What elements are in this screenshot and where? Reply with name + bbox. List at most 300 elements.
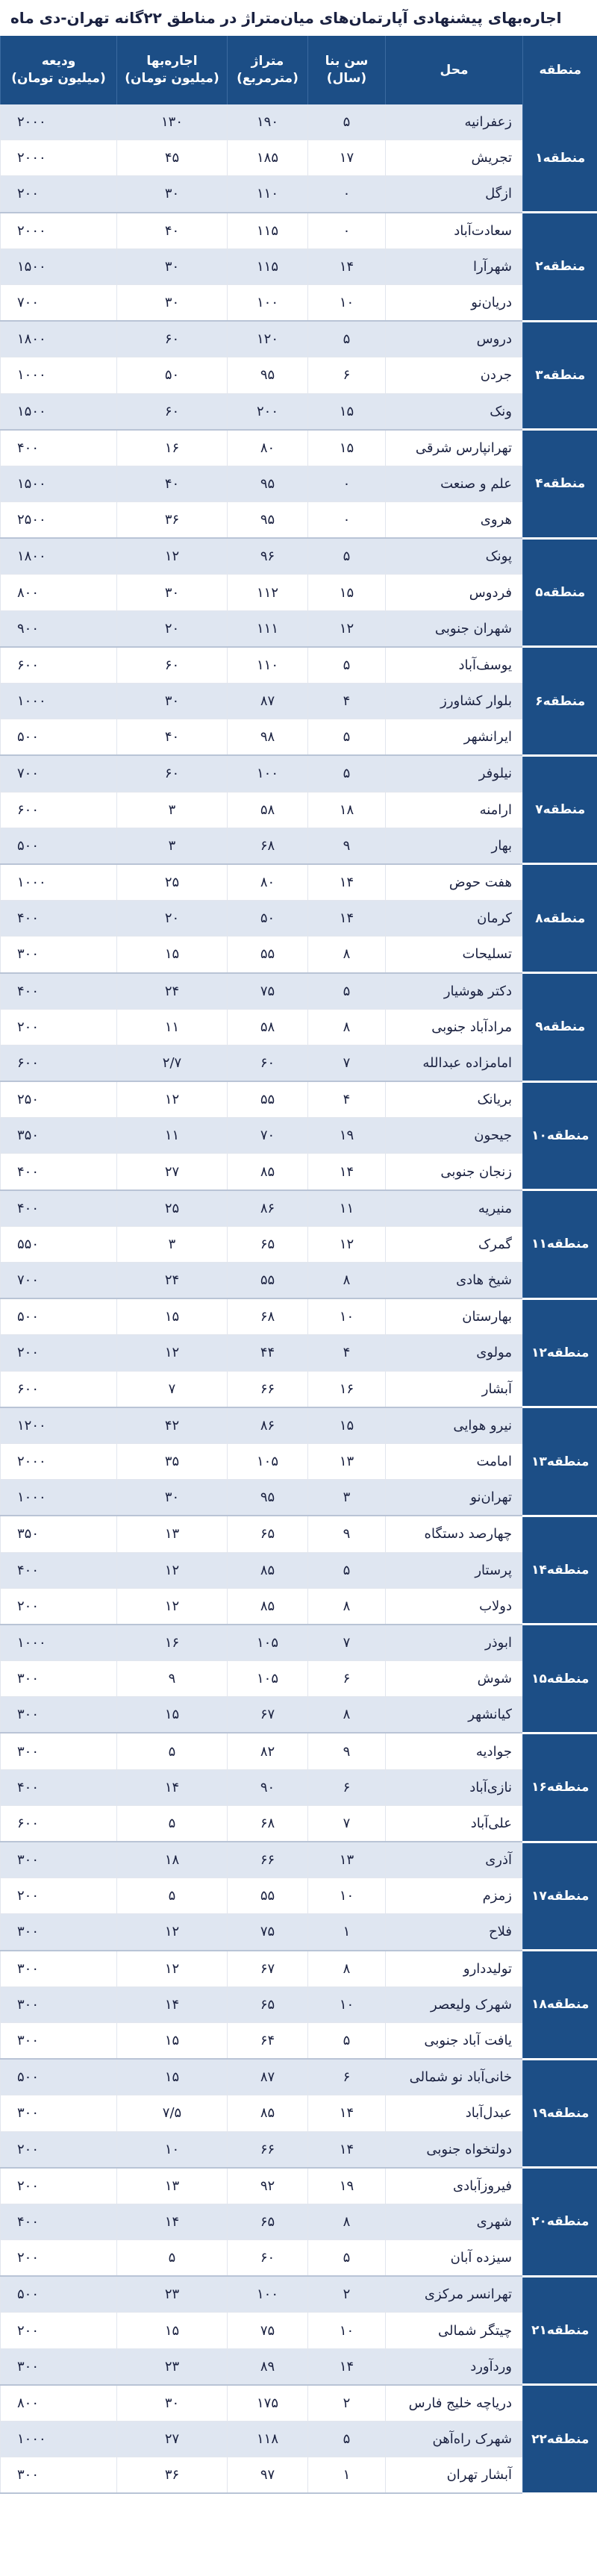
meter-cell: ۶۸ (228, 1805, 308, 1842)
region-label: منطقه۱۳ (523, 1407, 597, 1516)
area-cell: کرمان (386, 901, 523, 937)
region-label: منطقه۱۴ (523, 1516, 597, 1625)
age-cell: ۱ (308, 1914, 386, 1951)
table-row (1, 610, 597, 647)
age-cell: ۱۴ (308, 864, 386, 901)
age-cell: ۷ (308, 1045, 386, 1081)
table-row (1, 1733, 597, 1769)
rent-cell: ۲/۷ (117, 1045, 228, 1081)
rent-cell: ۳۶ (117, 502, 228, 539)
table-row (1, 684, 597, 719)
rent-cell: ۹ (117, 1661, 228, 1697)
deposit-cell: ۲۵۰ (1, 1081, 117, 1118)
table-row (1, 2059, 597, 2095)
table-row (1, 575, 597, 610)
table-row (1, 864, 597, 901)
area-cell: شوش (386, 1661, 523, 1697)
table-row (1, 647, 597, 684)
deposit-cell: ۴۰۰ (1, 1552, 117, 1588)
table-row (1, 248, 597, 284)
rent-cell: ۳۰ (117, 684, 228, 719)
age-cell: ۱۴ (308, 2348, 386, 2385)
age-cell: ۵ (308, 104, 386, 140)
rent-cell: ۱۵ (117, 2059, 228, 2095)
rent-cell: ۲۵ (117, 864, 228, 901)
deposit-cell: ۵۰۰ (1, 1298, 117, 1335)
area-cell: چهارصد دستگاه (386, 1516, 523, 1552)
page-title: اجاره‌بهای پیشنهادی آپارتمان‌های میان‌متراژ در مناطق ۲۲گانه تهران-دی ماه (10, 9, 562, 27)
rent-cell: ۱۲ (117, 1081, 228, 1118)
area-cell: هفت حوض (386, 864, 523, 901)
meter-cell: ۹۵ (228, 502, 308, 539)
deposit-cell: ۳۰۰ (1, 2457, 117, 2494)
rent-cell: ۱۵ (117, 1298, 228, 1335)
rent-cell: ۳۰ (117, 2385, 228, 2422)
deposit-cell: ۳۰۰ (1, 1733, 117, 1769)
table-row (1, 2276, 597, 2313)
rent-cell: ۲۷ (117, 2422, 228, 2457)
meter-cell: ۶۰ (228, 2240, 308, 2277)
region-label: منطقه۱۷ (523, 1842, 597, 1951)
table-row (1, 901, 597, 937)
rent-cell: ۵ (117, 1878, 228, 1914)
meter-cell: ۱۸۵ (228, 140, 308, 176)
rent-cell: ۵ (117, 1733, 228, 1769)
rent-cell: ۶۰ (117, 321, 228, 357)
table-row (1, 1081, 597, 1118)
header-region: منطقه (523, 36, 597, 104)
meter-cell: ۵۰ (228, 901, 308, 937)
age-cell: ۰ (308, 213, 386, 249)
age-cell: ۵ (308, 2022, 386, 2059)
area-cell: یوسف‌آباد (386, 647, 523, 684)
table-row (1, 2422, 597, 2457)
age-cell: ۴ (308, 1335, 386, 1371)
table-row (1, 1914, 597, 1951)
rent-cell: ۴۲ (117, 1407, 228, 1444)
deposit-cell: ۳۰۰ (1, 2022, 117, 2059)
header-meter: متراژ (مترمربع) (228, 36, 308, 104)
meter-cell: ۱۰۵ (228, 1661, 308, 1697)
rent-cell: ۲۰ (117, 901, 228, 937)
rent-cell: ۳ (117, 1226, 228, 1262)
deposit-cell: ۶۰۰ (1, 1371, 117, 1407)
table-row (1, 1552, 597, 1588)
age-cell: ۹ (308, 1733, 386, 1769)
deposit-cell: ۲۰۰۰ (1, 104, 117, 140)
deposit-cell: ۷۰۰ (1, 284, 117, 321)
meter-cell: ۶۷ (228, 1697, 308, 1734)
area-cell: دولاب (386, 1588, 523, 1625)
table-row (1, 2313, 597, 2348)
table-row (1, 213, 597, 249)
age-cell: ۶ (308, 1769, 386, 1805)
age-cell: ۴ (308, 1081, 386, 1118)
rent-cell: ۴۰ (117, 466, 228, 501)
region-label: منطقه۲ (523, 213, 597, 322)
deposit-cell: ۷۰۰ (1, 1263, 117, 1299)
deposit-cell: ۲۰۰۰ (1, 140, 117, 176)
age-cell: ۱۲ (308, 1226, 386, 1262)
meter-cell: ۶۵ (228, 2204, 308, 2239)
rent-cell: ۳۵ (117, 1443, 228, 1479)
header-age: سن بنا (سال) (308, 36, 386, 104)
meter-cell: ۱۹۰ (228, 104, 308, 140)
meter-cell: ۸۹ (228, 2348, 308, 2385)
deposit-cell: ۲۰۰ (1, 1009, 117, 1045)
age-cell: ۱۵ (308, 430, 386, 466)
deposit-cell: ۴۰۰ (1, 1769, 117, 1805)
deposit-cell: ۴۰۰ (1, 1154, 117, 1190)
rent-cell: ۱۳ (117, 2168, 228, 2204)
meter-cell: ۵۵ (228, 1263, 308, 1299)
table-row (1, 1986, 597, 2022)
deposit-cell: ۱۵۰۰ (1, 393, 117, 430)
age-cell: ۸ (308, 1263, 386, 1299)
table-row (1, 1805, 597, 1842)
rent-cell: ۱۲ (117, 538, 228, 575)
table-row (1, 1407, 597, 1444)
table-row (1, 1661, 597, 1697)
meter-cell: ۸۰ (228, 430, 308, 466)
region-label: منطقه۲۰ (523, 2168, 597, 2277)
age-cell: ۱۴ (308, 1154, 386, 1190)
area-cell: ونک (386, 393, 523, 430)
meter-cell: ۸۷ (228, 684, 308, 719)
meter-cell: ۶۷ (228, 1951, 308, 1987)
deposit-cell: ۶۰۰ (1, 647, 117, 684)
area-cell: دکتر هوشیار (386, 973, 523, 1010)
area-cell: گمرک (386, 1226, 523, 1262)
rent-cell: ۴۰ (117, 213, 228, 249)
meter-cell: ۵۸ (228, 1009, 308, 1045)
area-cell: جیحون (386, 1118, 523, 1154)
deposit-cell: ۱۸۰۰ (1, 538, 117, 575)
rent-cell: ۴۰ (117, 719, 228, 756)
table-row (1, 321, 597, 357)
meter-cell: ۱۷۵ (228, 2385, 308, 2422)
area-cell: وردآورد (386, 2348, 523, 2385)
region-label: منطقه۲۲ (523, 2385, 597, 2494)
meter-cell: ۶۶ (228, 1842, 308, 1878)
area-cell: خانی‌آباد نو شمالی (386, 2059, 523, 2095)
table-row (1, 393, 597, 430)
deposit-cell: ۳۰۰ (1, 1951, 117, 1987)
table-row (1, 1769, 597, 1805)
table-row (1, 792, 597, 828)
deposit-cell: ۱۵۰۰ (1, 248, 117, 284)
meter-cell: ۵۸ (228, 792, 308, 828)
area-cell: پرستار (386, 1552, 523, 1588)
meter-cell: ۵۵ (228, 937, 308, 973)
region-label: منطقه۱۸ (523, 1951, 597, 2060)
rent-cell: ۱۳ (117, 1516, 228, 1552)
table-row (1, 1443, 597, 1479)
age-cell: ۱۹ (308, 1118, 386, 1154)
deposit-cell: ۳۰۰ (1, 1842, 117, 1878)
meter-cell: ۱۱۵ (228, 213, 308, 249)
rent-cell: ۱۲ (117, 1951, 228, 1987)
age-cell: ۱۴ (308, 901, 386, 937)
deposit-cell: ۵۰۰ (1, 2276, 117, 2313)
deposit-cell: ۳۰۰ (1, 2348, 117, 2385)
table-row (1, 1878, 597, 1914)
table-row (1, 1263, 597, 1299)
age-cell: ۱۰ (308, 2313, 386, 2348)
table-row (1, 1045, 597, 1081)
age-cell: ۱۲ (308, 610, 386, 647)
meter-cell: ۶۸ (228, 828, 308, 864)
deposit-cell: ۱۰۰۰ (1, 684, 117, 719)
rent-cell: ۳۰ (117, 176, 228, 213)
area-cell: نیلوفر (386, 755, 523, 792)
region-label: منطقه۹ (523, 973, 597, 1082)
table-row (1, 2240, 597, 2277)
meter-cell: ۱۰۰ (228, 755, 308, 792)
rent-cell: ۳ (117, 792, 228, 828)
age-cell: ۵ (308, 755, 386, 792)
age-cell: ۶ (308, 2059, 386, 2095)
deposit-cell: ۳۵۰ (1, 1118, 117, 1154)
area-cell: شهران جنوبی (386, 610, 523, 647)
meter-cell: ۶۵ (228, 1516, 308, 1552)
area-cell: تسلیحات (386, 937, 523, 973)
area-cell: دروس (386, 321, 523, 357)
table-row (1, 430, 597, 466)
meter-cell: ۸۶ (228, 1407, 308, 1444)
rent-cell: ۱۵ (117, 937, 228, 973)
rent-cell: ۲۳ (117, 2276, 228, 2313)
area-cell: یافت آباد جنوبی (386, 2022, 523, 2059)
area-cell: دریان‌نو (386, 284, 523, 321)
area-cell: تهرانپارس شرقی (386, 430, 523, 466)
area-cell: تهران‌نو (386, 1480, 523, 1516)
age-cell: ۹ (308, 828, 386, 864)
deposit-cell: ۸۰۰ (1, 2385, 117, 2422)
rent-cell: ۳۰ (117, 248, 228, 284)
area-cell: نیرو هوایی (386, 1407, 523, 1444)
rent-cell: ۱۸ (117, 1842, 228, 1878)
meter-cell: ۶۵ (228, 1226, 308, 1262)
rent-cell: ۲۰ (117, 610, 228, 647)
table-row (1, 1516, 597, 1552)
area-cell: جوادیه (386, 1733, 523, 1769)
area-cell: بریانک (386, 1081, 523, 1118)
area-cell: شهرک راه‌آهن (386, 2422, 523, 2457)
meter-cell: ۶۸ (228, 1298, 308, 1335)
rent-cell: ۳۶ (117, 2457, 228, 2494)
age-cell: ۶ (308, 357, 386, 393)
rent-cell: ۱۶ (117, 430, 228, 466)
area-cell: چیتگر شمالی (386, 2313, 523, 2348)
deposit-cell: ۲۵۰۰ (1, 502, 117, 539)
area-cell: فردوس (386, 575, 523, 610)
rent-cell: ۵۰ (117, 357, 228, 393)
deposit-cell: ۱۰۰۰ (1, 2422, 117, 2457)
table-row (1, 1009, 597, 1045)
table-row (1, 2457, 597, 2494)
table-row (1, 1625, 597, 1661)
region-label: منطقه۷ (523, 755, 597, 864)
meter-cell: ۶۰ (228, 1045, 308, 1081)
rent-cell: ۵ (117, 2240, 228, 2277)
area-cell: سعادت‌آباد (386, 213, 523, 249)
age-cell: ۳ (308, 1480, 386, 1516)
meter-cell: ۸۰ (228, 864, 308, 901)
age-cell: ۰ (308, 176, 386, 213)
table-row (1, 755, 597, 792)
rent-cell: ۱۵ (117, 1697, 228, 1734)
meter-cell: ۵۵ (228, 1878, 308, 1914)
age-cell: ۱۵ (308, 575, 386, 610)
age-cell: ۵ (308, 2422, 386, 2457)
rent-cell: ۶۰ (117, 647, 228, 684)
rent-cell: ۱۴ (117, 1769, 228, 1805)
deposit-cell: ۶۰۰ (1, 1805, 117, 1842)
table-row (1, 1588, 597, 1625)
rent-cell: ۱۶ (117, 1625, 228, 1661)
meter-cell: ۹۲ (228, 2168, 308, 2204)
deposit-cell: ۲۰۰ (1, 1588, 117, 1625)
age-cell: ۱۴ (308, 248, 386, 284)
table-row (1, 1226, 597, 1262)
area-cell: علم و صنعت (386, 466, 523, 501)
area-cell: زمزم (386, 1878, 523, 1914)
area-cell: دولتخواه جنوبی (386, 2131, 523, 2168)
age-cell: ۷ (308, 1625, 386, 1661)
deposit-cell: ۳۰۰ (1, 1661, 117, 1697)
age-cell: ۲ (308, 2276, 386, 2313)
table-row (1, 1154, 597, 1190)
age-cell: ۷ (308, 1805, 386, 1842)
age-cell: ۰ (308, 502, 386, 539)
rent-cell: ۱۲ (117, 1588, 228, 1625)
rent-cell: ۵ (117, 1805, 228, 1842)
region-label: منطقه۴ (523, 430, 597, 539)
age-cell: ۱۳ (308, 1443, 386, 1479)
deposit-cell: ۶۰۰ (1, 792, 117, 828)
age-cell: ۱۱ (308, 1190, 386, 1227)
header-area: محل (386, 36, 523, 104)
deposit-cell: ۳۰۰ (1, 1697, 117, 1734)
age-cell: ۱۰ (308, 1298, 386, 1335)
rent-cell: ۱۱ (117, 1118, 228, 1154)
area-cell: ارامنه (386, 792, 523, 828)
area-cell: آبشار (386, 1371, 523, 1407)
deposit-cell: ۹۰۰ (1, 610, 117, 647)
age-cell: ۱۹ (308, 2168, 386, 2204)
table-row (1, 2204, 597, 2239)
rent-cell: ۶۰ (117, 755, 228, 792)
age-cell: ۹ (308, 1516, 386, 1552)
age-cell: ۵ (308, 321, 386, 357)
area-cell: ابوذر (386, 1625, 523, 1661)
age-cell: ۸ (308, 2204, 386, 2239)
table-row (1, 1335, 597, 1371)
table-row (1, 140, 597, 176)
area-cell: جردن (386, 357, 523, 393)
meter-cell: ۷۵ (228, 1914, 308, 1951)
age-cell: ۱۳ (308, 1842, 386, 1878)
age-cell: ۱۵ (308, 393, 386, 430)
deposit-cell: ۳۰۰ (1, 1914, 117, 1951)
table-row (1, 2348, 597, 2385)
region-label: منطقه۵ (523, 538, 597, 647)
deposit-cell: ۷۰۰ (1, 755, 117, 792)
area-cell: تهرانسر مرکزی (386, 2276, 523, 2313)
deposit-cell: ۱۸۰۰ (1, 321, 117, 357)
area-cell: مولوی (386, 1335, 523, 1371)
area-cell: امامزاده عبدالله (386, 1045, 523, 1081)
area-cell: شهرک ولیعصر (386, 1986, 523, 2022)
age-cell: ۸ (308, 937, 386, 973)
table-row (1, 828, 597, 864)
meter-cell: ۷۰ (228, 1118, 308, 1154)
deposit-cell: ۴۰۰ (1, 1190, 117, 1227)
area-cell: علی‌آباد (386, 1805, 523, 1842)
area-cell: ایرانشهر (386, 719, 523, 756)
rent-cell: ۱۴ (117, 2204, 228, 2239)
rent-cell: ۱۵ (117, 2313, 228, 2348)
rent-cell: ۱۲ (117, 1552, 228, 1588)
meter-cell: ۶۵ (228, 1986, 308, 2022)
deposit-cell: ۴۰۰ (1, 901, 117, 937)
deposit-cell: ۸۰۰ (1, 575, 117, 610)
area-cell: بلوار کشاورز (386, 684, 523, 719)
deposit-cell: ۲۰۰ (1, 2131, 117, 2168)
rent-cell: ۱۱ (117, 1009, 228, 1045)
age-cell: ۸ (308, 1951, 386, 1987)
table-row (1, 973, 597, 1010)
table-row (1, 1480, 597, 1516)
rent-cell: ۳۰ (117, 575, 228, 610)
rent-table (0, 36, 597, 2495)
area-cell: شیخ هادی (386, 1263, 523, 1299)
table-row (1, 1118, 597, 1154)
age-cell: ۸ (308, 1009, 386, 1045)
rent-cell: ۷ (117, 1371, 228, 1407)
area-cell: آذری (386, 1842, 523, 1878)
age-cell: ۲ (308, 2385, 386, 2422)
meter-cell: ۸۷ (228, 2059, 308, 2095)
deposit-cell: ۱۲۰۰ (1, 1407, 117, 1444)
meter-cell: ۱۱۵ (228, 248, 308, 284)
table-row (1, 1298, 597, 1335)
meter-cell: ۱۱۱ (228, 610, 308, 647)
area-cell: تولیددارو (386, 1951, 523, 1987)
region-label: منطقه۱۲ (523, 1298, 597, 1407)
rent-cell: ۱۰ (117, 2131, 228, 2168)
meter-cell: ۷۵ (228, 2313, 308, 2348)
meter-cell: ۹۵ (228, 466, 308, 501)
age-cell: ۵ (308, 1552, 386, 1588)
deposit-cell: ۴۰۰ (1, 2204, 117, 2239)
table-row (1, 2168, 597, 2204)
meter-cell: ۹۸ (228, 719, 308, 756)
deposit-cell: ۳۰۰ (1, 937, 117, 973)
meter-cell: ۱۲۰ (228, 321, 308, 357)
meter-cell: ۱۱۰ (228, 647, 308, 684)
age-cell: ۵ (308, 538, 386, 575)
table-row (1, 1697, 597, 1734)
region-label: منطقه۸ (523, 864, 597, 973)
area-cell: فیروزآبادی (386, 2168, 523, 2204)
age-cell: ۰ (308, 466, 386, 501)
deposit-cell: ۴۰۰ (1, 973, 117, 1010)
age-cell: ۱۰ (308, 284, 386, 321)
age-cell: ۵ (308, 2240, 386, 2277)
table-row (1, 466, 597, 501)
